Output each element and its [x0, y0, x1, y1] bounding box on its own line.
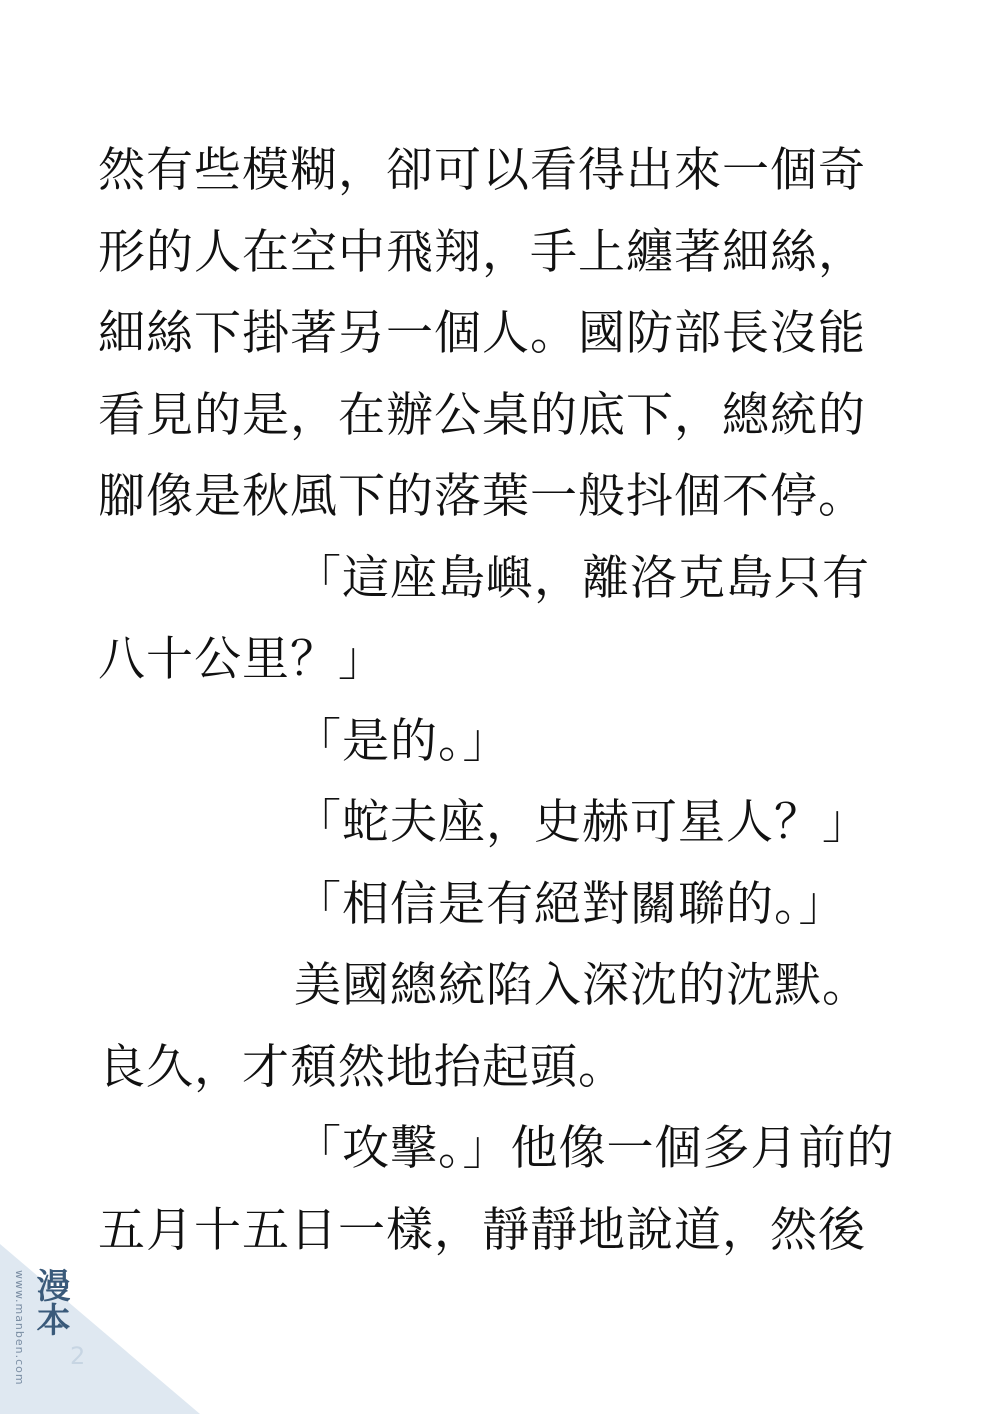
text-line: 美國總統陷入深沈的沈默。 — [294, 958, 870, 1013]
text-line: 「蛇夫座，史赫可星人？」 — [294, 795, 870, 850]
text-line: 「相信是有絕對關聯的。」 — [294, 876, 847, 932]
text-line: 細絲下掛著另一個人。國防部長沒能 — [98, 306, 866, 361]
text-line: 良久，才頹然地抬起頭。 — [98, 1039, 626, 1095]
watermark-url: www.manben.com — [13, 1270, 26, 1386]
text-line: 腳像是秋風下的落葉一般抖個不停。 — [98, 469, 866, 524]
text-line: 「這座島嶼，離洛克島只有 — [294, 550, 870, 606]
text-line: 「攻擊。」他像一個多月前的 — [294, 1121, 895, 1176]
text-line: 然有些模糊，卻可以看得出來一個奇 — [98, 143, 866, 198]
watermark-logo: 漫本 — [30, 1268, 70, 1336]
text-line: 形的人在空中飛翔，手上纏著細絲， — [98, 224, 866, 280]
text-line: 五月十五日一樣，靜靜地說道，然後 — [98, 1202, 866, 1258]
text-line: 「是的。」 — [294, 713, 511, 769]
text-line: 八十公里？」 — [98, 632, 386, 687]
text-line: 看見的是，在辦公桌的底下，總統的 — [98, 387, 866, 443]
body-text — [98, 130, 898, 1271]
page-number: 2 — [70, 1342, 86, 1370]
